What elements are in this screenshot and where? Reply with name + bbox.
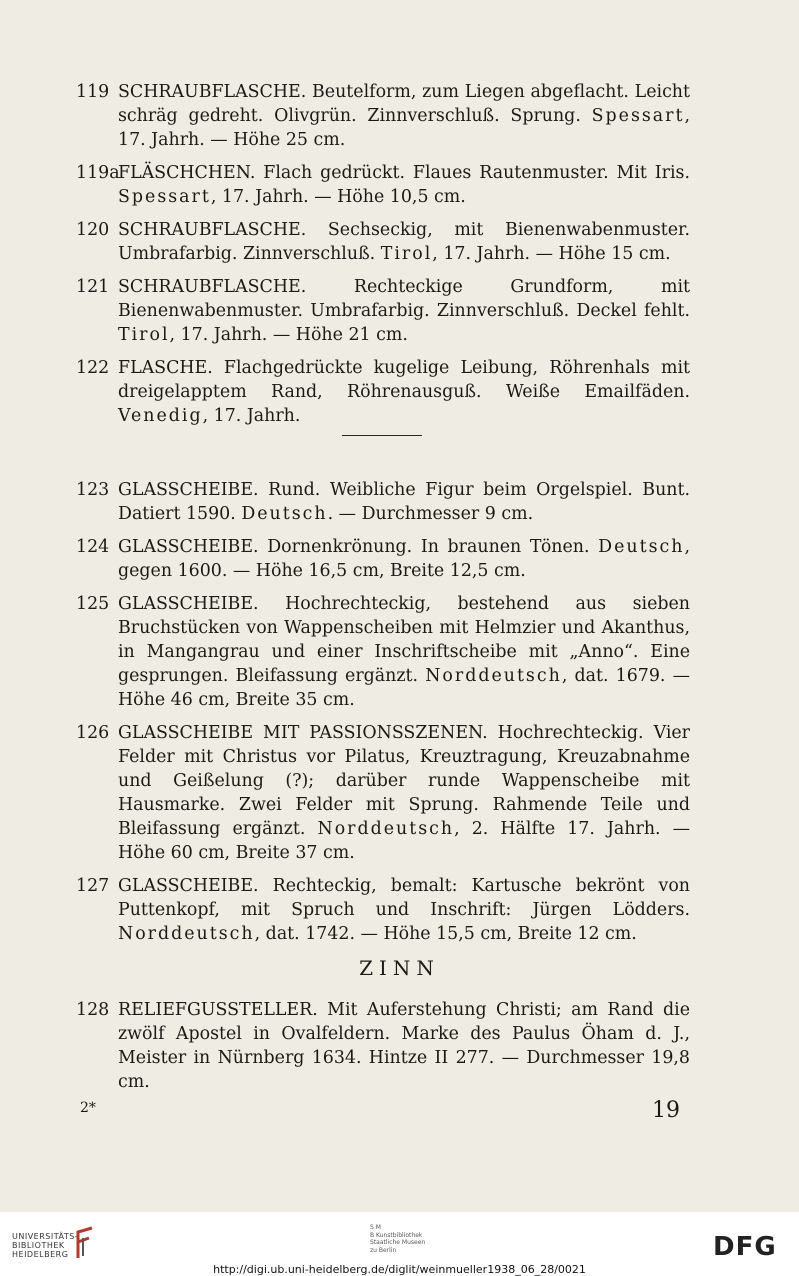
catalog-entry — [76, 356, 690, 428]
entry-number: 126 — [76, 723, 110, 743]
entry-origin: Tirol — [118, 325, 170, 345]
catalog-entry — [76, 275, 690, 347]
university-library-logo[interactable] — [12, 1232, 78, 1259]
uni-logo-line: UNIVERSITÄTS- — [12, 1232, 79, 1241]
entry-number: 125 — [76, 594, 110, 614]
dfg-logo[interactable]: DFG — [713, 1232, 777, 1262]
entry-number: 121 — [76, 277, 110, 297]
catalog-entry — [76, 592, 690, 712]
entry-origin: Venedig — [118, 406, 203, 426]
digitization-footer — [0, 1212, 799, 1276]
catalog-entry — [76, 998, 690, 1094]
entry-dating: , 17. Jahrh. — Höhe 15 cm. — [432, 244, 671, 264]
entry-dating: , 17. Jahrh. — Höhe 10,5 cm. — [210, 187, 466, 207]
entry-origin: Spessart — [118, 187, 211, 207]
catalog-entry — [76, 80, 690, 152]
entry-dating: , 17. Jahrh. — Höhe 25 cm. — [118, 106, 690, 150]
entries-pewter — [76, 998, 690, 1094]
entry-origin: Tirol — [380, 244, 433, 264]
entry-number: 119 — [76, 82, 110, 102]
entry-dating: , gegen 1600. — Höhe 16,5 cm, Breite 12,5 cm. — [118, 537, 690, 581]
entry-number: 122 — [76, 358, 110, 378]
section-heading: ZINN — [359, 956, 440, 980]
entry-text: GLASSCHEIBE. Hochrechteckig, bestehend aus sieben Bruchstücken von Wappenscheiben mit Helmzier und Akanthus, in Mangangrau und einer Inschriftscheibe mit „Anno“. Eine gesprungen. Bleifassung ergänzt. — [118, 594, 690, 686]
page-number: 19 — [652, 1098, 680, 1123]
catalog-entry — [76, 535, 690, 583]
entry-number: 120 — [76, 220, 110, 240]
entry-text: GLASSCHEIBE. Dornenkrönung. In braunen Tönen. — [118, 537, 599, 557]
entry-text: FLASCHE. Flachgedrückte kugelige Leibung, Röhrenhals mit dreigelapptem Rand, Röhrenausguß. Weiße Emailfäden. — [118, 358, 690, 402]
entries-glass-panes — [76, 478, 690, 946]
entry-dating: , dat. 1679. — Höhe 46 cm, Breite 35 cm. — [118, 666, 690, 710]
lib-logo-line: S M — [370, 1224, 381, 1231]
entry-origin: Spessart — [591, 106, 685, 126]
catalog-entry — [76, 218, 690, 266]
entry-text: SCHRAUBFLASCHE. Beutelform, zum Liegen abgeflacht. Leicht schräg gedreht. Olivgrün. Zinnverschluß. Sprung. — [118, 82, 690, 126]
entry-number: 123 — [76, 480, 110, 500]
university-seal-icon — [75, 1226, 95, 1260]
lib-logo-line: zu Berlin — [370, 1246, 397, 1254]
entry-number: 127 — [76, 876, 110, 896]
entry-number: 128 — [76, 1000, 110, 1020]
entry-text: GLASSCHEIBE. Rund. Weibliche Figur beim Orgelspiel. Bunt. Datiert 1590. — [118, 480, 690, 524]
entry-dating: . — Durchmesser 9 cm. — [327, 504, 534, 524]
entry-number: 119a — [76, 163, 120, 183]
entry-text: GLASSCHEIBE MIT PASSIONSSZENEN. Hochrechteckig. Vier Felder mit Christus vor Pilatus, Kreuztragung, Kreuzabnahme und Geißelung (?); darüber runde Wappenscheibe mit Hausmarke. Zwei Felder mit Sprung. Rahmende Teile und Bleifassung ergänzt. — [118, 723, 690, 839]
catalog-entry — [76, 478, 690, 526]
entry-dating: , 17. Jahrh. — [202, 406, 301, 426]
printer-signature: 2* — [80, 1100, 96, 1116]
entry-text: GLASSCHEIBE. Rechteckig, bemalt: Kartusche bekrönt von Puttenkopf, mit Spruch und Inschrift: Jürgen Lödders. — [118, 876, 690, 920]
entry-text: FLÄSCHCHEN. Flach gedrückt. Flaues Rautenmuster. Mit Iris. — [118, 163, 690, 183]
catalog-entry — [76, 161, 690, 209]
uni-logo-line: BIBLIOTHEK — [12, 1241, 65, 1250]
entry-dating: , dat. 1742. — Höhe 15,5 cm, Breite 12 cm. — [254, 924, 637, 944]
source-url-link[interactable]: http://digi.ub.uni-heidelberg.de/diglit/weinmueller1938_06_28/0021 — [213, 1263, 586, 1276]
entry-origin: Norddeutsch — [317, 819, 455, 839]
catalog-entry — [76, 721, 690, 865]
entry-dating: , 17. Jahrh. — Höhe 21 cm. — [169, 325, 408, 345]
entry-origin: Deutsch — [598, 537, 685, 557]
entry-text: SCHRAUBFLASCHE. Rechteckige Grundform, mit Bienenwabenmuster. Umbrafarbig. Zinnverschluß. Deckel fehlt. — [118, 277, 690, 321]
lib-logo-line: Staatliche Museen — [370, 1239, 426, 1246]
entry-dating: , 2. Hälfte 17. Jahrh. — Höhe 60 cm, Breite 37 cm. — [118, 819, 690, 863]
uni-logo-line: HEIDELBERG — [12, 1250, 69, 1259]
entry-origin: Norddeutsch — [425, 666, 562, 686]
entry-number: 124 — [76, 537, 110, 557]
lib-logo-line: B Kunstbibliothek — [370, 1231, 423, 1239]
entries-glass-bottles — [76, 80, 690, 428]
entry-origin: Deutsch — [241, 504, 328, 524]
kunstbibliothek-logo[interactable] — [370, 1224, 425, 1254]
catalog-entry — [76, 874, 690, 946]
entry-text: RELIEFGUSSTELLER. Mit Auferstehung Christi; am Rand die zwölf Apostel in Ovalfeldern. Marke des Paulus Öham d. J., Meister in Nürnberg 1634. Hintze II 277. — Durchmesser 19,8 cm. — [118, 1000, 690, 1092]
entry-text: SCHRAUBFLASCHE. Sechseckig, mit Bienenwabenmuster. Umbrafarbig. Zinnverschluß. — [118, 220, 690, 264]
section-divider — [342, 435, 422, 436]
entry-origin: Norddeutsch — [118, 924, 255, 944]
